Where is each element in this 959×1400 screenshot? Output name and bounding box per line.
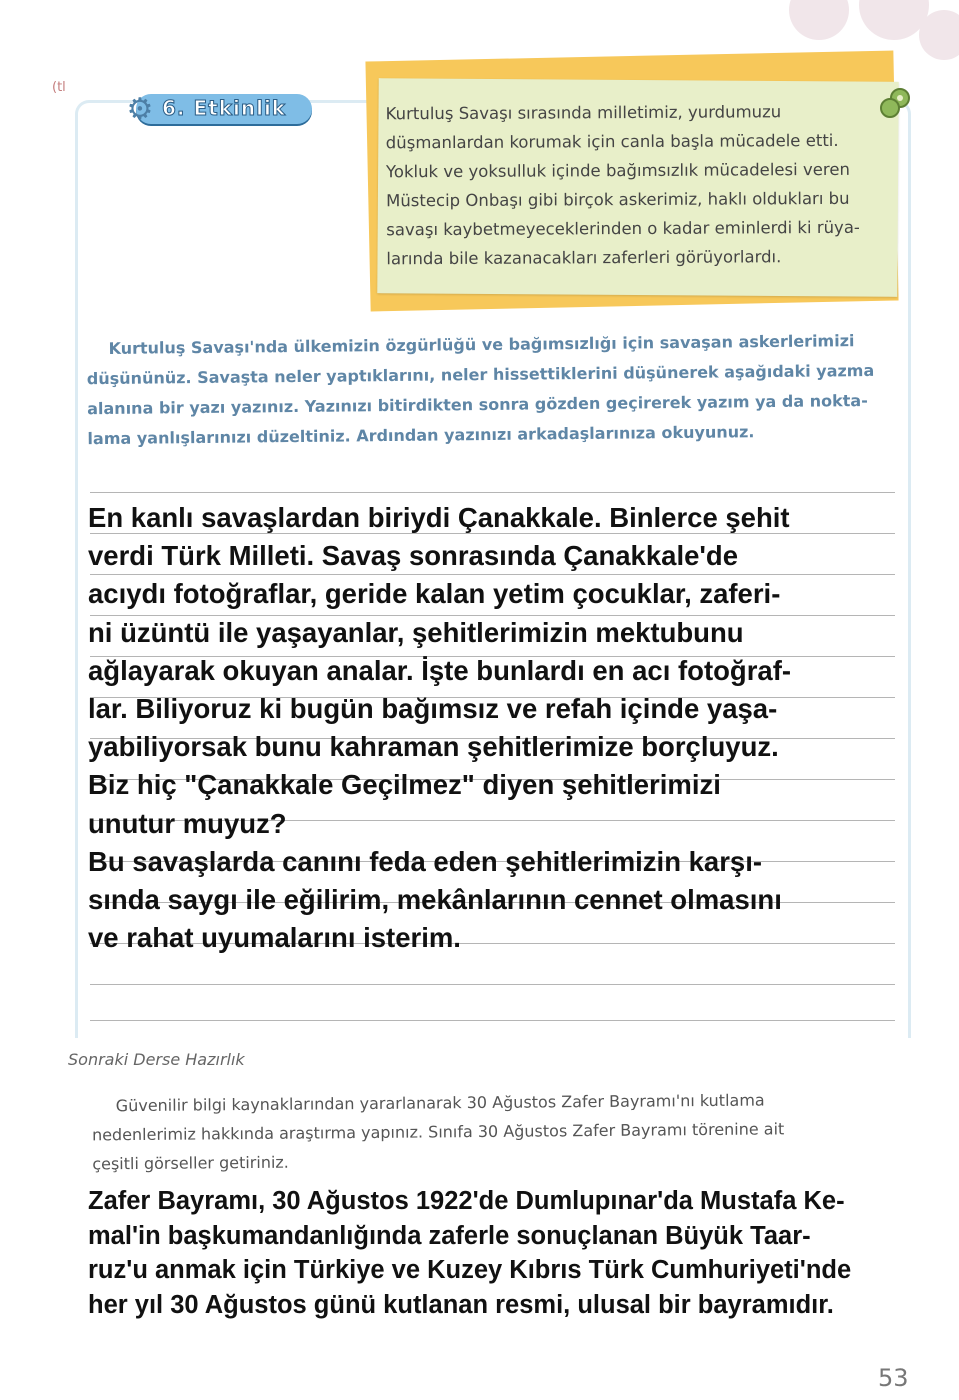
note-line: Yokluk ve yoksulluk içinde bağımsızlık mücadelesi veren bbox=[385, 159, 850, 182]
note-line: Müstecip Onbaşı gibi birçok askerimiz, haklı oldukları bu bbox=[386, 188, 850, 211]
answer2-line: mal'in başkumandanlığında zaferle sonuçlanan Büyük Taar- bbox=[88, 1221, 811, 1250]
sticky-note-text bbox=[386, 97, 887, 274]
page-number: 53 bbox=[878, 1364, 909, 1392]
answer-line: lar. Biliyoruz ki bugün bağımsız ve refah içinde yaşa- bbox=[88, 693, 778, 725]
paperclip-icon bbox=[876, 84, 914, 122]
instruction-line: lama yanlışlarınızı düzeltiniz. Ardından yazınızı arkadaşlarınıza okuyunuz. bbox=[87, 422, 755, 449]
instruction-line: düşününüz. Savaşta neler yaptıklarını, neler hissettiklerini düşünerek aşağıdaki yazma bbox=[86, 360, 875, 389]
answer-line: ağlayarak okuyan analar. İşte bunlardı en acı fotoğraf- bbox=[88, 654, 792, 686]
page-corner-mark: (tl bbox=[52, 80, 66, 95]
prep-line: çeşitli görseller getiriniz. bbox=[92, 1152, 289, 1174]
answer-line: unutur muyuz? bbox=[88, 807, 287, 839]
gear-icon: ⚙ bbox=[126, 92, 154, 127]
note-line: düşmanlardan korumak için canla başla mücadele etti. bbox=[385, 130, 839, 153]
activity-instructions bbox=[86, 326, 887, 454]
prep-line: nedenlerimiz hakkında araştırma yapınız. Sınıfa 30 Ağustos Zafer Bayramı törenine ait bbox=[91, 1119, 785, 1145]
instruction-line: Kurtuluş Savaşı'nda ülkemizin özgürlüğü ve bağımsızlığı için savaşan askerlerimizi bbox=[108, 331, 855, 358]
ruled-line bbox=[90, 492, 895, 493]
next-lesson-prep-title: Sonraki Derse Hazırlık bbox=[68, 1050, 245, 1069]
note-line: savaşı kaybetmeyeceklerinden o kadar eminlerdi ki rüya- bbox=[386, 217, 860, 240]
answer-line: En kanlı savaşlardan biriydi Çanakkale. Binlerce şehit bbox=[88, 502, 790, 533]
answer-line: ni üzüntü ile yaşayanlar, şehitlerimizin mektubunu bbox=[88, 616, 744, 648]
answer2-line: Zafer Bayramı, 30 Ağustos 1922'de Dumlupınar'da Mustafa Ke- bbox=[88, 1187, 845, 1215]
answer2-line: ruz'u anmak için Türkiye ve Kuzey Kıbrıs Türk Cumhuriyeti'nde bbox=[88, 1256, 852, 1284]
next-lesson-prep-text bbox=[92, 1085, 873, 1179]
ruled-line bbox=[90, 984, 895, 985]
answer-line: sında saygı ile eğilirim, mekânlarının cennet olmasını bbox=[88, 884, 782, 916]
answer-line: acıydı fotoğraflar, geride kalan yetim çocuklar, zaferi- bbox=[88, 578, 781, 610]
answer-line: yabiliyorsak bunu kahraman şehitlerimize borçluyuz. bbox=[88, 731, 779, 763]
activity-badge-label: 6. Etkinlik bbox=[162, 96, 287, 120]
answer-line: Biz hiç "Çanakkale Geçilmez" diyen şehitlerimizi bbox=[88, 769, 721, 801]
activity-badge bbox=[122, 88, 312, 132]
answer-line: ve rahat uyumalarını isterim. bbox=[88, 922, 461, 954]
note-line: larında bile kazanacakları zaferleri görüyorlardı. bbox=[386, 247, 782, 269]
prep-line: Güvenilir bilgi kaynaklarından yararlanarak 30 Ağustos Zafer Bayramı'nı kutlama bbox=[115, 1090, 765, 1116]
instruction-line: alanına bir yazı yazınız. Yazınızı bitirdikten sonra gözden geçirerek yazım ya da nokta- bbox=[87, 391, 868, 419]
ruled-line bbox=[90, 1020, 895, 1021]
note-line: Kurtuluş Savaşı sırasında milletimiz, yurdumuzu bbox=[385, 102, 782, 124]
answer-line: verdi Türk Milleti. Savaş sonrasında Çanakkale'de bbox=[88, 540, 739, 572]
student-answer-zafer-bayrami bbox=[88, 1184, 948, 1322]
answer-line: Bu savaşlarda canını feda eden şehitlerimizin karşı- bbox=[88, 845, 763, 877]
answer2-line: her yıl 30 Ağustos günü kutlanan resmi, ulusal bir bayramıdır. bbox=[88, 1290, 834, 1319]
student-answer-essay bbox=[88, 499, 908, 957]
